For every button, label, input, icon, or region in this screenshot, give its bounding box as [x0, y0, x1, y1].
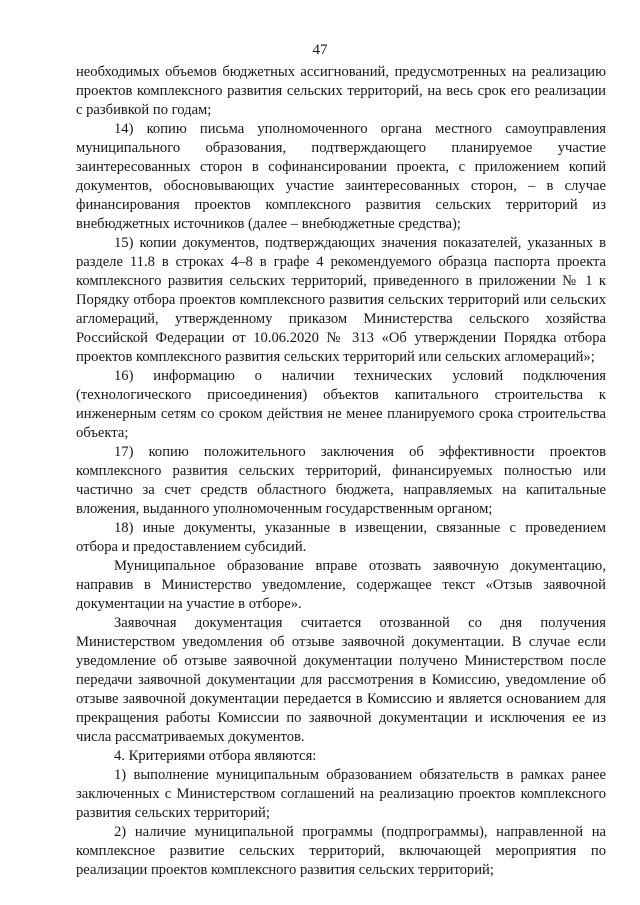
document-body — [76, 63, 606, 880]
page-number: 47 — [312, 42, 328, 58]
paragraph-item-17: 17) копию положительного заключения об эффективности проектов комплексного развития сельских территорий, финансируемых полностью или частично за счет средств областного бюджета, направляемых на капитальные вложения, выданного уполномоченным государственным органом; — [76, 444, 606, 517]
paragraph-withdrawal-effect: Заявочная документация считается отозванной со дня получения Министерством уведомления об отзыве заявочной документации. В случае если уведомление об отзыве заявочной документации получено Министерством после передачи заявочной документации для рассмотрения в Комиссию, уведомление об отзыве заявочной документации передается в Комиссию и является основанием для прекращения работы Комиссии по заявочной документации и исключения ее из числа рассматриваемых документов. — [76, 615, 606, 745]
paragraph-item-14: 14) копию письма уполномоченного органа местного самоуправления муниципального образования, подтверждающего планируемое участие заинтересованных сторон в софинансировании проекта, с приложением копий документов, обосновывающих участие заинтересованных сторон, – в случае финансирования проектов комплексного развития сельских территорий из внебюджетных источников (далее – внебюджетные средства); — [76, 121, 606, 232]
paragraph-item-18: 18) иные документы, указанные в извещении, связанные с проведением отбора и предоставлением субсидий. — [76, 520, 606, 555]
paragraph-continuation: необходимых объемов бюджетных ассигнований, предусмотренных на реализацию проектов комплексного развития сельских территорий, на весь срок его реализации с разбивкой по годам; — [76, 64, 606, 118]
paragraph-criterion-2: 2) наличие муниципальной программы (подпрограммы), направленной на комплексное развитие сельских территорий, включающей мероприятия по реализации проектов комплексного развития сельских территорий; — [76, 824, 606, 878]
paragraph-criteria-heading: 4. Критериями отбора являются: — [114, 748, 317, 764]
paragraph-withdrawal-right: Муниципальное образование вправе отозвать заявочную документацию, направив в Министерство уведомление, содержащее текст «Отзыв заявочной документации на участие в отборе». — [76, 558, 606, 612]
paragraph-criterion-1: 1) выполнение муниципальным образованием обязательств в рамках ранее заключенных с Министерством соглашений на реализацию проектов комплексного развития сельских территорий; — [76, 767, 606, 821]
paragraph-item-16: 16) информацию о наличии технических условий подключения (технологического присоединения) объектов капитального строительства к инженерным сетям со сроком действия не менее планируемого срока строительства объекта; — [76, 368, 606, 441]
paragraph-item-15: 15) копии документов, подтверждающих значения показателей, указанных в разделе 11.8 в строках 4–8 в графе 4 рекомендуемого образца паспорта проекта комплексного развития сельских территорий, приведенного в приложении № 1 к Порядку отбора проектов комплексного развития сельских территорий или сельских агломераций, утвержденному приказом Министерства сельского хозяйства Российской Федерации от 10.06.2020 № 313 «Об утверждении Порядка отбора проектов комплексного развития сельских территорий или сельских агломераций»; — [76, 235, 606, 365]
